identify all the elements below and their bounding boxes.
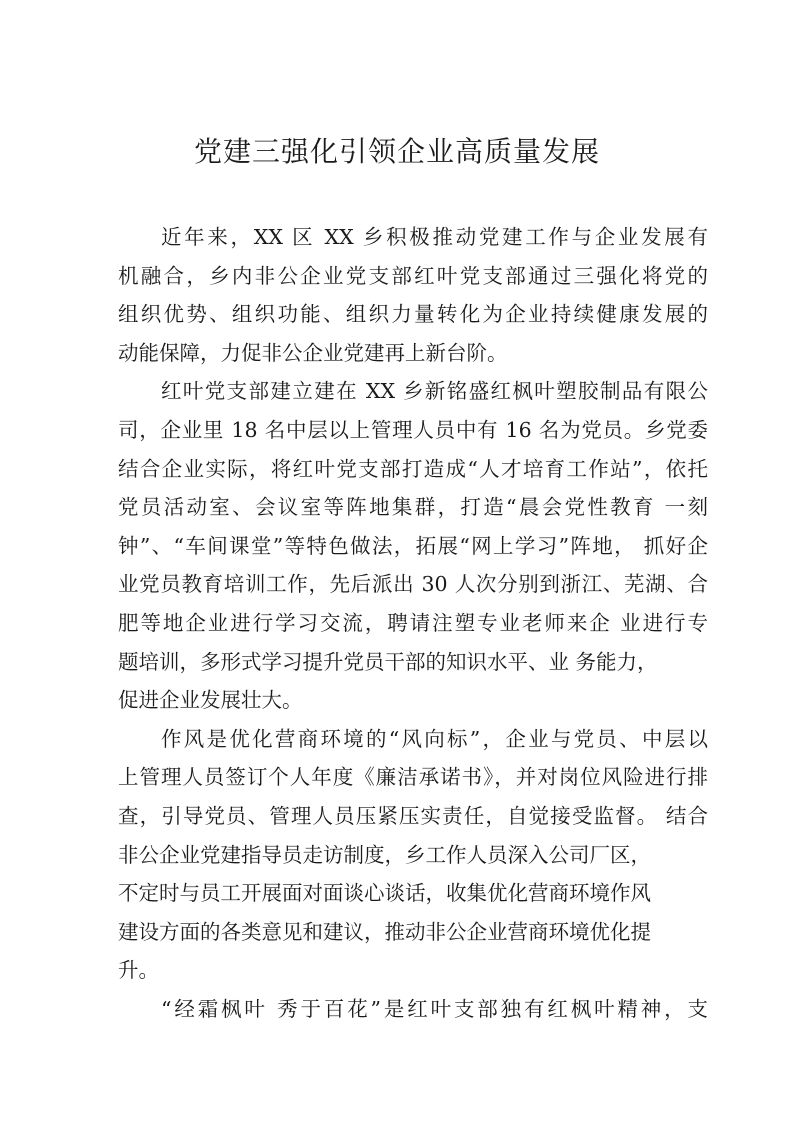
paragraph-line: 查，引导党员、管理人员压紧压实责任，自觉接受监督。 结合 bbox=[118, 803, 708, 828]
document-body bbox=[118, 218, 708, 1028]
paragraph-line: 肥等地企业进行学习交流，聘请注塑专业老师来企 业进行专 bbox=[118, 610, 708, 635]
paragraph-line: 动能保障，力促非公企业党建再上新台阶。 bbox=[118, 340, 508, 365]
paragraph-line: 红叶党支部建立建在 XX 乡新铭盛红枫叶塑胶制品有限公 bbox=[161, 379, 708, 404]
paragraph-line: 非公企业党建指导员走访制度，乡工作人员深入公司厂区， bbox=[118, 842, 651, 867]
paragraph-line: 作风是优化营商环境的“风向标”，企业与党员、中层以 bbox=[161, 726, 708, 751]
paragraph-line: 题培训，多形式学习提升党员干部的知识水平、业 务能力， bbox=[118, 649, 658, 674]
paragraph-line: 上管理人员签订个人年度《廉洁承诺书》，并对岗位风险进行排 bbox=[118, 765, 708, 790]
paragraph-line: 钟”、“车间课堂”等特色做法，拓展“网上学习”阵地， 抓好企 bbox=[118, 533, 708, 558]
paragraph-line: 建设方面的各类意见和建议，推动非公企业营商环境优化提 bbox=[118, 919, 651, 944]
paragraph-line: 结合企业实际，将红叶党支部打造成“人才培育工作站”，依托 bbox=[118, 456, 708, 481]
paragraph-line: “经霜枫叶 秀于百花”是红叶支部独有红枫叶精神，支 bbox=[161, 996, 708, 1021]
document-title: 党建三强化引领企业高质量发展 bbox=[193, 135, 600, 168]
paragraph-line: 促进企业发展壮大。 bbox=[118, 688, 303, 713]
paragraph-line: 升。 bbox=[118, 958, 159, 983]
paragraph-line: 业党员教育培训工作，先后派出 30 人次分别到浙江、芜湖、合 bbox=[118, 572, 708, 597]
paragraph-line: 机融合，乡内非公企业党支部红叶党支部通过三强化将党的 bbox=[118, 263, 708, 288]
paragraph-line: 近年来，XX 区 XX 乡积极推动党建工作与企业发展有 bbox=[161, 225, 708, 249]
paragraph-line: 司，企业里 18 名中层以上管理人员中有 16 名为党员。乡党委 bbox=[118, 417, 708, 442]
paragraph-line: 组织优势、组织功能、组织力量转化为企业持续健康发展的 bbox=[118, 302, 708, 327]
paragraph-line: 党员活动室、会议室等阵地集群，打造“晨会党性教育 一刻 bbox=[118, 495, 708, 520]
paragraph-line: 不定时与员工开展面对面谈心谈话，收集优化营商环境作风 bbox=[118, 881, 651, 906]
